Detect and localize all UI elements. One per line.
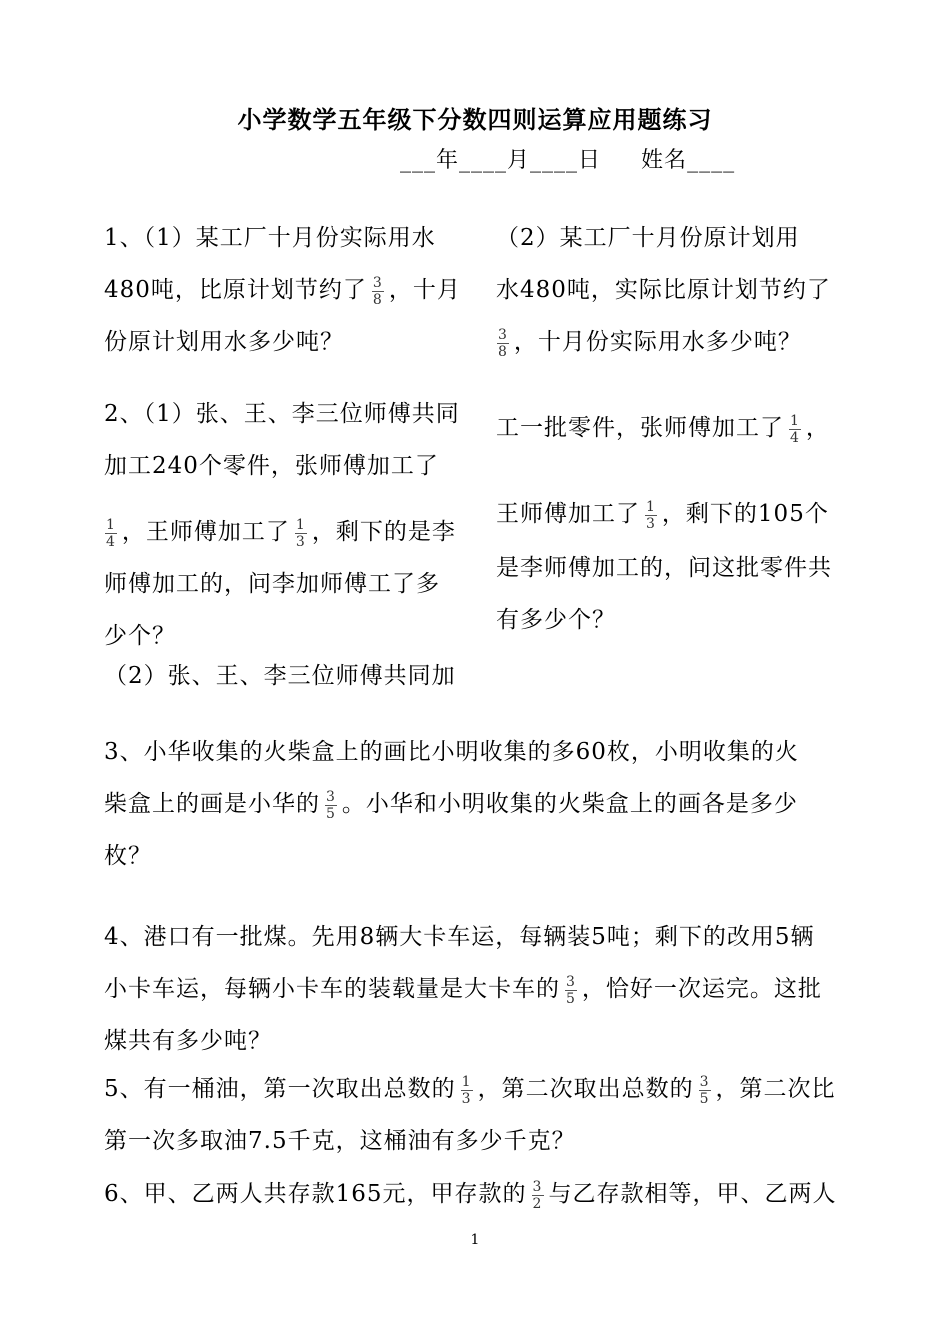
- question-5: [104, 1065, 864, 1169]
- text-line: [104, 965, 864, 1017]
- text-line: [104, 214, 474, 266]
- text-line: [104, 1017, 864, 1069]
- text-line: [104, 508, 474, 560]
- text-line: [104, 612, 474, 652]
- line-text: ，剩下的105个: [661, 501, 829, 527]
- line-text: ，: [805, 415, 830, 441]
- line-text: 王师傅加工了: [496, 501, 640, 527]
- month-label: 月: [507, 148, 531, 173]
- line-text: 少个？: [104, 623, 176, 649]
- question-2-part-1: [104, 390, 474, 704]
- fraction-denominator: 3: [461, 1090, 472, 1107]
- question-1-part-1: [104, 214, 474, 370]
- line-text: 6、甲、乙两人共存款165元，甲存款的: [104, 1181, 527, 1207]
- question-3: [104, 728, 864, 884]
- page-title: 小学数学五年级下分数四则运算应用题练习: [237, 105, 713, 134]
- fraction-numerator: 3: [532, 1178, 543, 1195]
- text-line: [104, 652, 474, 704]
- question-4: [104, 913, 864, 1069]
- fraction-numerator: 3: [699, 1073, 710, 1090]
- text-line: [104, 390, 474, 442]
- fraction-denominator: 5: [326, 805, 336, 822]
- text-line: [496, 404, 856, 490]
- line-text: 水480吨，实际比原计划节约了: [496, 277, 831, 303]
- fraction-numerator: 1: [790, 412, 800, 429]
- text-line: [104, 560, 474, 612]
- line-text: （2）张、王、李三位师傅共同加: [104, 663, 456, 689]
- text-line: [496, 266, 856, 318]
- text-line: [104, 832, 864, 884]
- text-line: [104, 318, 474, 370]
- fraction-numerator: 3: [498, 326, 508, 343]
- fraction-numerator: 1: [461, 1073, 472, 1090]
- fraction-numerator: 1: [295, 516, 306, 533]
- line-text: 第一次多取油7.5千克，这桶油有多少千克？: [104, 1128, 576, 1154]
- fraction-denominator: 2: [532, 1195, 543, 1212]
- line-text: 。小华和小明收集的火柴盒上的画各是多少: [341, 791, 798, 817]
- line-text: 师傅加工的，问李加师傅工了多: [104, 571, 440, 597]
- text-line: [104, 442, 474, 508]
- text-line: [104, 266, 474, 318]
- name-label: 姓名: [641, 148, 688, 173]
- line-text: 4、港口有一批煤。先用8辆大卡车运，每辆装5吨；剩下的改用5辆: [104, 924, 815, 950]
- line-text: 工一批零件，张师傅加工了: [496, 415, 784, 441]
- text-line: [104, 913, 864, 965]
- line-text: ，第二次取出总数的: [477, 1076, 694, 1102]
- fraction: [788, 413, 802, 446]
- fraction-numerator: 1: [646, 498, 656, 515]
- text-line: [496, 490, 856, 544]
- line-text: ，剩下的是李: [311, 519, 456, 545]
- text-line: [104, 1170, 864, 1222]
- year-blank: ___: [400, 148, 436, 173]
- month-blank: ____: [459, 148, 508, 173]
- fraction-denominator: 5: [699, 1090, 710, 1107]
- page-number: 1: [470, 1232, 480, 1248]
- fraction-numerator: 3: [566, 973, 576, 990]
- fraction: [460, 1074, 474, 1107]
- text-line: [496, 318, 856, 370]
- fraction-denominator: 4: [106, 533, 116, 550]
- fraction: [531, 1179, 545, 1212]
- fraction: [324, 789, 338, 822]
- question-1-part-2: [496, 214, 856, 370]
- fraction-denominator: 8: [498, 343, 508, 360]
- text-line: [104, 1065, 864, 1117]
- year-label: 年: [436, 148, 460, 173]
- day-blank: ____: [530, 148, 579, 173]
- line-text: 柴盒上的画是小华的: [104, 791, 320, 817]
- line-text: 5、有一桶油，第一次取出总数的: [104, 1076, 456, 1102]
- fraction-denominator: 3: [646, 515, 656, 532]
- line-text: 3、小华收集的火柴盒上的画比小明收集的多60枚，小明收集的火: [104, 739, 799, 765]
- line-text: ，十月份实际用水多少吨？: [513, 329, 802, 355]
- fraction: [294, 517, 308, 550]
- line-text: 2、（1）张、王、李三位师傅共同: [104, 401, 460, 427]
- text-line: [496, 214, 856, 266]
- line-text: 与乙存款相等，甲、乙两人: [548, 1181, 837, 1207]
- text-line: [496, 544, 856, 596]
- line-text: 加工240个零件，张师傅加工了: [104, 453, 439, 479]
- question-6: [104, 1170, 864, 1222]
- day-label: 日: [578, 148, 602, 173]
- fraction: [698, 1074, 712, 1107]
- line-text: 枚？: [104, 843, 152, 869]
- line-text: 煤共有多少吨？: [104, 1028, 272, 1054]
- fraction: [104, 517, 118, 550]
- line-text: ，十月: [388, 277, 461, 303]
- fraction: [496, 327, 510, 360]
- line-text: 480吨，比原计划节约了: [104, 277, 367, 303]
- fraction-numerator: 1: [106, 516, 116, 533]
- text-line: [496, 596, 856, 648]
- fraction: [644, 499, 658, 532]
- line-text: （2）某工厂十月份原计划用: [496, 225, 800, 251]
- fraction-denominator: 4: [790, 429, 800, 446]
- text-line: [104, 1117, 864, 1169]
- line-text: 份原计划用水多少吨？: [104, 329, 344, 355]
- fraction-numerator: 3: [372, 274, 383, 291]
- line-text: 有多少个？: [496, 607, 616, 633]
- line-text: 是李师傅加工的，问这批零件共: [496, 555, 832, 581]
- fraction-numerator: 3: [326, 788, 336, 805]
- fraction-denominator: 3: [295, 533, 306, 550]
- fraction: [371, 275, 385, 308]
- date-name-line: [400, 143, 735, 174]
- fraction-denominator: 8: [372, 291, 383, 308]
- fraction: [564, 974, 578, 1007]
- text-line: [104, 780, 864, 832]
- text-line: [104, 728, 864, 780]
- question-2-part-2: [496, 404, 856, 648]
- line-text: 小卡车运，每辆小卡车的装载量是大卡车的: [104, 976, 560, 1002]
- fraction-denominator: 5: [566, 990, 576, 1007]
- line-text: ，第二次比: [715, 1076, 836, 1102]
- name-blank: ____: [687, 148, 736, 173]
- line-text: ，王师傅加工了: [121, 519, 290, 545]
- line-text: 1、（1）某工厂十月份实际用水: [104, 225, 436, 251]
- line-text: ，恰好一次运完。这批: [581, 976, 822, 1002]
